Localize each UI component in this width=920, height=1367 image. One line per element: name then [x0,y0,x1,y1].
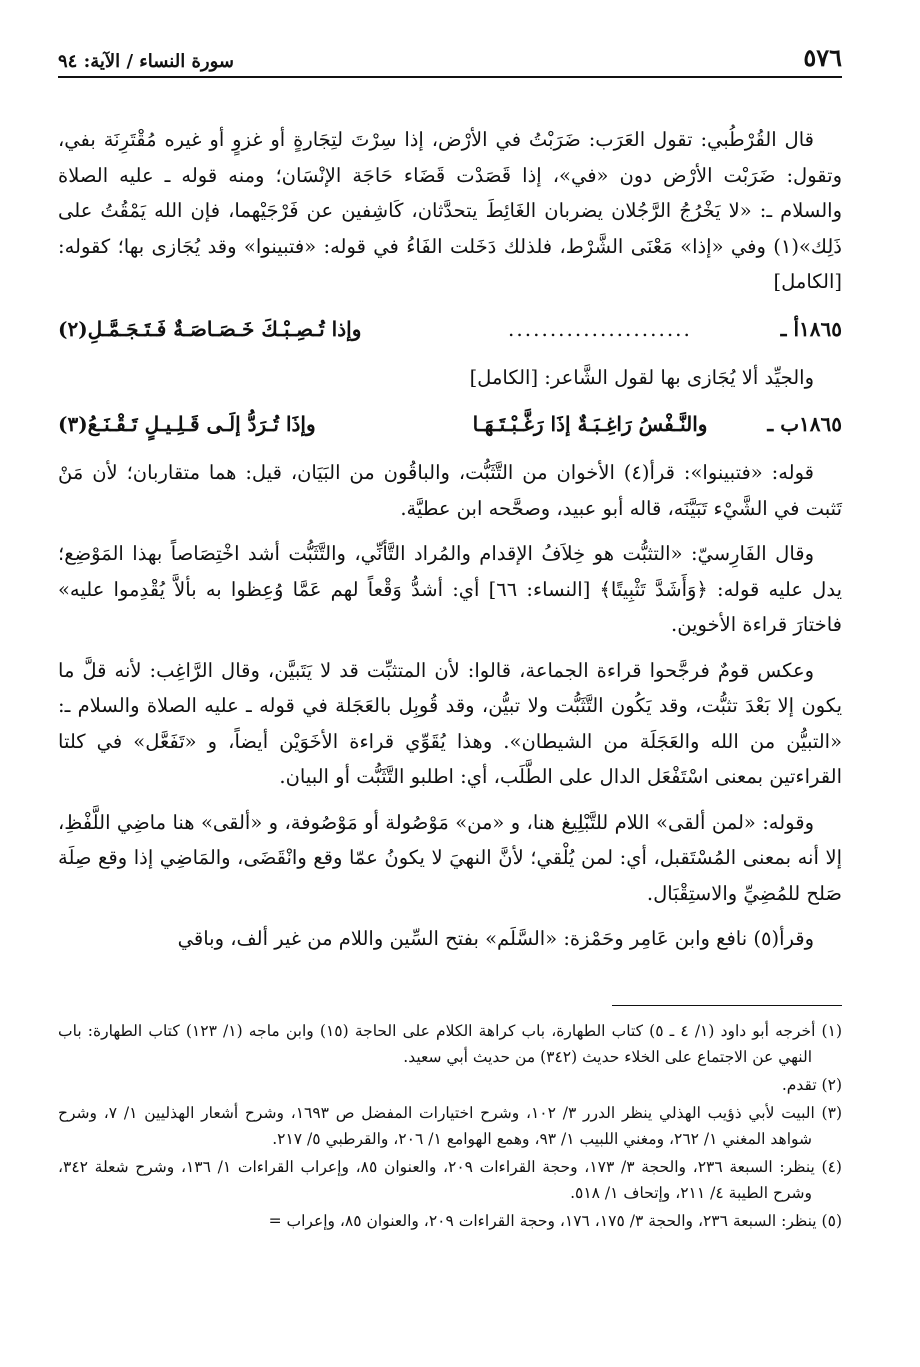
footnote-5: (٥) ينظر: السبعة ٢٣٦، والحجة ٣/ ١٧٥، ١٧٦، وحجة القراءات ٢٠٩، والعنوان ٨٥، وإعراب = [268,1212,842,1230]
footnote-4: (٤) ينظر: السبعة ٢٣٦، والحجة ٣/ ١٧٣، وحجة القراءات ٢٠٩، والعنوان ٨٥، وإعراب القراءات ١/ ١٣٦، وشرح شعلة ٣٤٢، وشرح الطيبة ٤/ ٢١١، وإتحاف ١/ ٥١٨. [58,1158,842,1202]
footnote-3: (٣) البيت لأبي ذؤيب الهذلي ينظر الدرر ٣/ ١٠٢، وشرح اختيارات المفضل ص ١٦٩٣، وشرح أشعار الهذليين ١/ ٧، وشرح شواهد المغني ١/ ٢٦٢، ومغني اللبيب ١/ ٩٣، وهمع الهوامع ١/ ٢٠٦، والقرطبي ٥/ ٢١٧. [58,1104,842,1148]
main-text [58,122,842,957]
page-header [58,40,842,78]
footnote-divider [612,1005,842,1006]
paragraph-6: وقوله: «لمن ألقى» اللام للتَّبْلِيغ هنا، و «من» مَوْصُولة أو مَوْصُوفة، و «ألقى» هنا ماضِي اللَّفْظِ، إلا أنه بمعنى المُسْتَقبل، أي: لمن يُلْقي؛ لأنَّ النهيَ لا يكونُ عمّا وقع وانْقَضَى، والمَاضِي إذا وقع صِلَة صَلح للمُضِيِّ والاستِقْبَال. [58,810,842,905]
paragraph-5: وعكس قومٌ فرجَّحوا قراءة الجماعة، قالوا: لأن المتثبِّت قد لا يَتَبيَّن، وقال الرَّاغِب: لأنه قلَّ ما يكون إلا بَعْدَ تثبُّت، وقد يَكُون التَّثَبُّت ولا تبيُّن، وقد قُوبِل بالعَجَلة في قوله ـ عليه الصلاة والسلام ـ: «التبيُّن من الله والعَجَلَة من الشيطان». وهذا يُقَوِّي قراءة الأخَوَيْن أيضاً، و «تَفَعَّل» في كلتا القراءتين بمعنى اسْتَفْعَل الدال على الطَّلَب، أي: اطلبو التَّثَبُّت أو البيان. [58,658,842,788]
paragraph-7: وقرأ(٥) نافع وابن عَامِر وحَمْزة: «السَّلَم» بفتح السِّين واللام من غير ألف، وباقي [177,927,814,950]
paragraph-4: وقال الفَارِسيّ: «التثبُّت هو خِلاَفُ الإقدام والمُراد التَّأنِّي، والتَّثَبُّت أشد اخْتِصَاصاً بهذا المَوْضِع؛ يدل عليه قوله: ﴿وَأَشَدَّ تَثْبِيتًا﴾ [النساء: ٦٦] أي: أشدُّ وَقْعاً لهم عَمَّا وُعِظوا به بألاَّ يُقْدِموا عليه» فاختارَ قراءة الأخوين. [58,542,843,636]
verse-number: ١٨٦٥ب ـ [767,412,842,436]
verse-hemistich-first: والنَّـفْسُ رَاغِـبَـةٌ إذَا رَغَّـبْـتَـهَـا [472,412,708,436]
page-number: ٥٧٦ [803,43,842,72]
verse-1865a [58,310,842,348]
paragraph-3: قوله: «فتبينوا»: قرأ(٤) الأخوان من التَّثَبُّت، والباقُون من البَيَان، قيل: هما متقاربان؛ لأن مَنْ تَثبت في الشَّيْء تَبَيَّنَه، قاله أبو عبيد، وصحَّحه ابن عطيَّة. [58,461,842,520]
paragraph-2: والجيِّد ألا يُجَازى بها لقول الشَّاعر: [الكامل] [469,365,814,389]
running-title: سورة النساء / الآية: ٩٤ [58,51,234,72]
footnote-2: (٢) تقدم. [781,1076,842,1094]
verse-hemistich-second: وإذَا تُـرَدُّ إلَـى قَـلِـيـلٍ تَـقْـنَـعُ(٣) [58,412,316,436]
footnote-1: (١) أخرجه أبو داود (١/ ٤ ـ ٥) كتاب الطهارة، باب كراهة الكلام على الحاجة (١٥) وابن ماجه (١/ ١٢٣) كتاب الطهارة: باب النهي عن الاجتماع على الخلاء حديث (٣٤٢) من حديث أبي سعيد. [58,1022,842,1066]
verse-hemistich: وإذا تُـصِـبْـكَ خَـصَـاصَـةٌ فَـتَـجَـمَّـلِ(٢) [57,316,362,341]
verse-number: ١٨٦٥أ ـ [780,316,842,341]
verse-ellipsis: ...................... [508,316,692,341]
paragraph-1: قال القُرْطُبي: تقول العَرَب: ضَرَبْتُ في الأرْض، إذا سِرْتَ لتِجَارةٍ أو غزوٍ أو غيره مُقْتَرِنَة بفي، وتقول: ضَرَبْت الأرْض دون «في»، إذا قَصَدْت قَضَاء حَاجَة الإنْسَان؛ ومنه قوله ـ عليه الصلاة والسلام ـ: «لا يَخْرُجُ الرَّجُلان يضربان الغَائِطَ يتحدَّثان، كَاشِفين عن فَرْجَيْهما، فإن الله يَمْقُتُ على ذَلِك»(١) وفي «إذا» مَعْنَى الشَّرْط، فلذلك دَخَلت الفَاءُ في قوله: «فتبينوا» وقد يُجَازى بها؛ كقوله: [الكامل] [58,128,842,293]
verse-1865b [58,405,842,443]
footnotes [58,1005,842,1236]
